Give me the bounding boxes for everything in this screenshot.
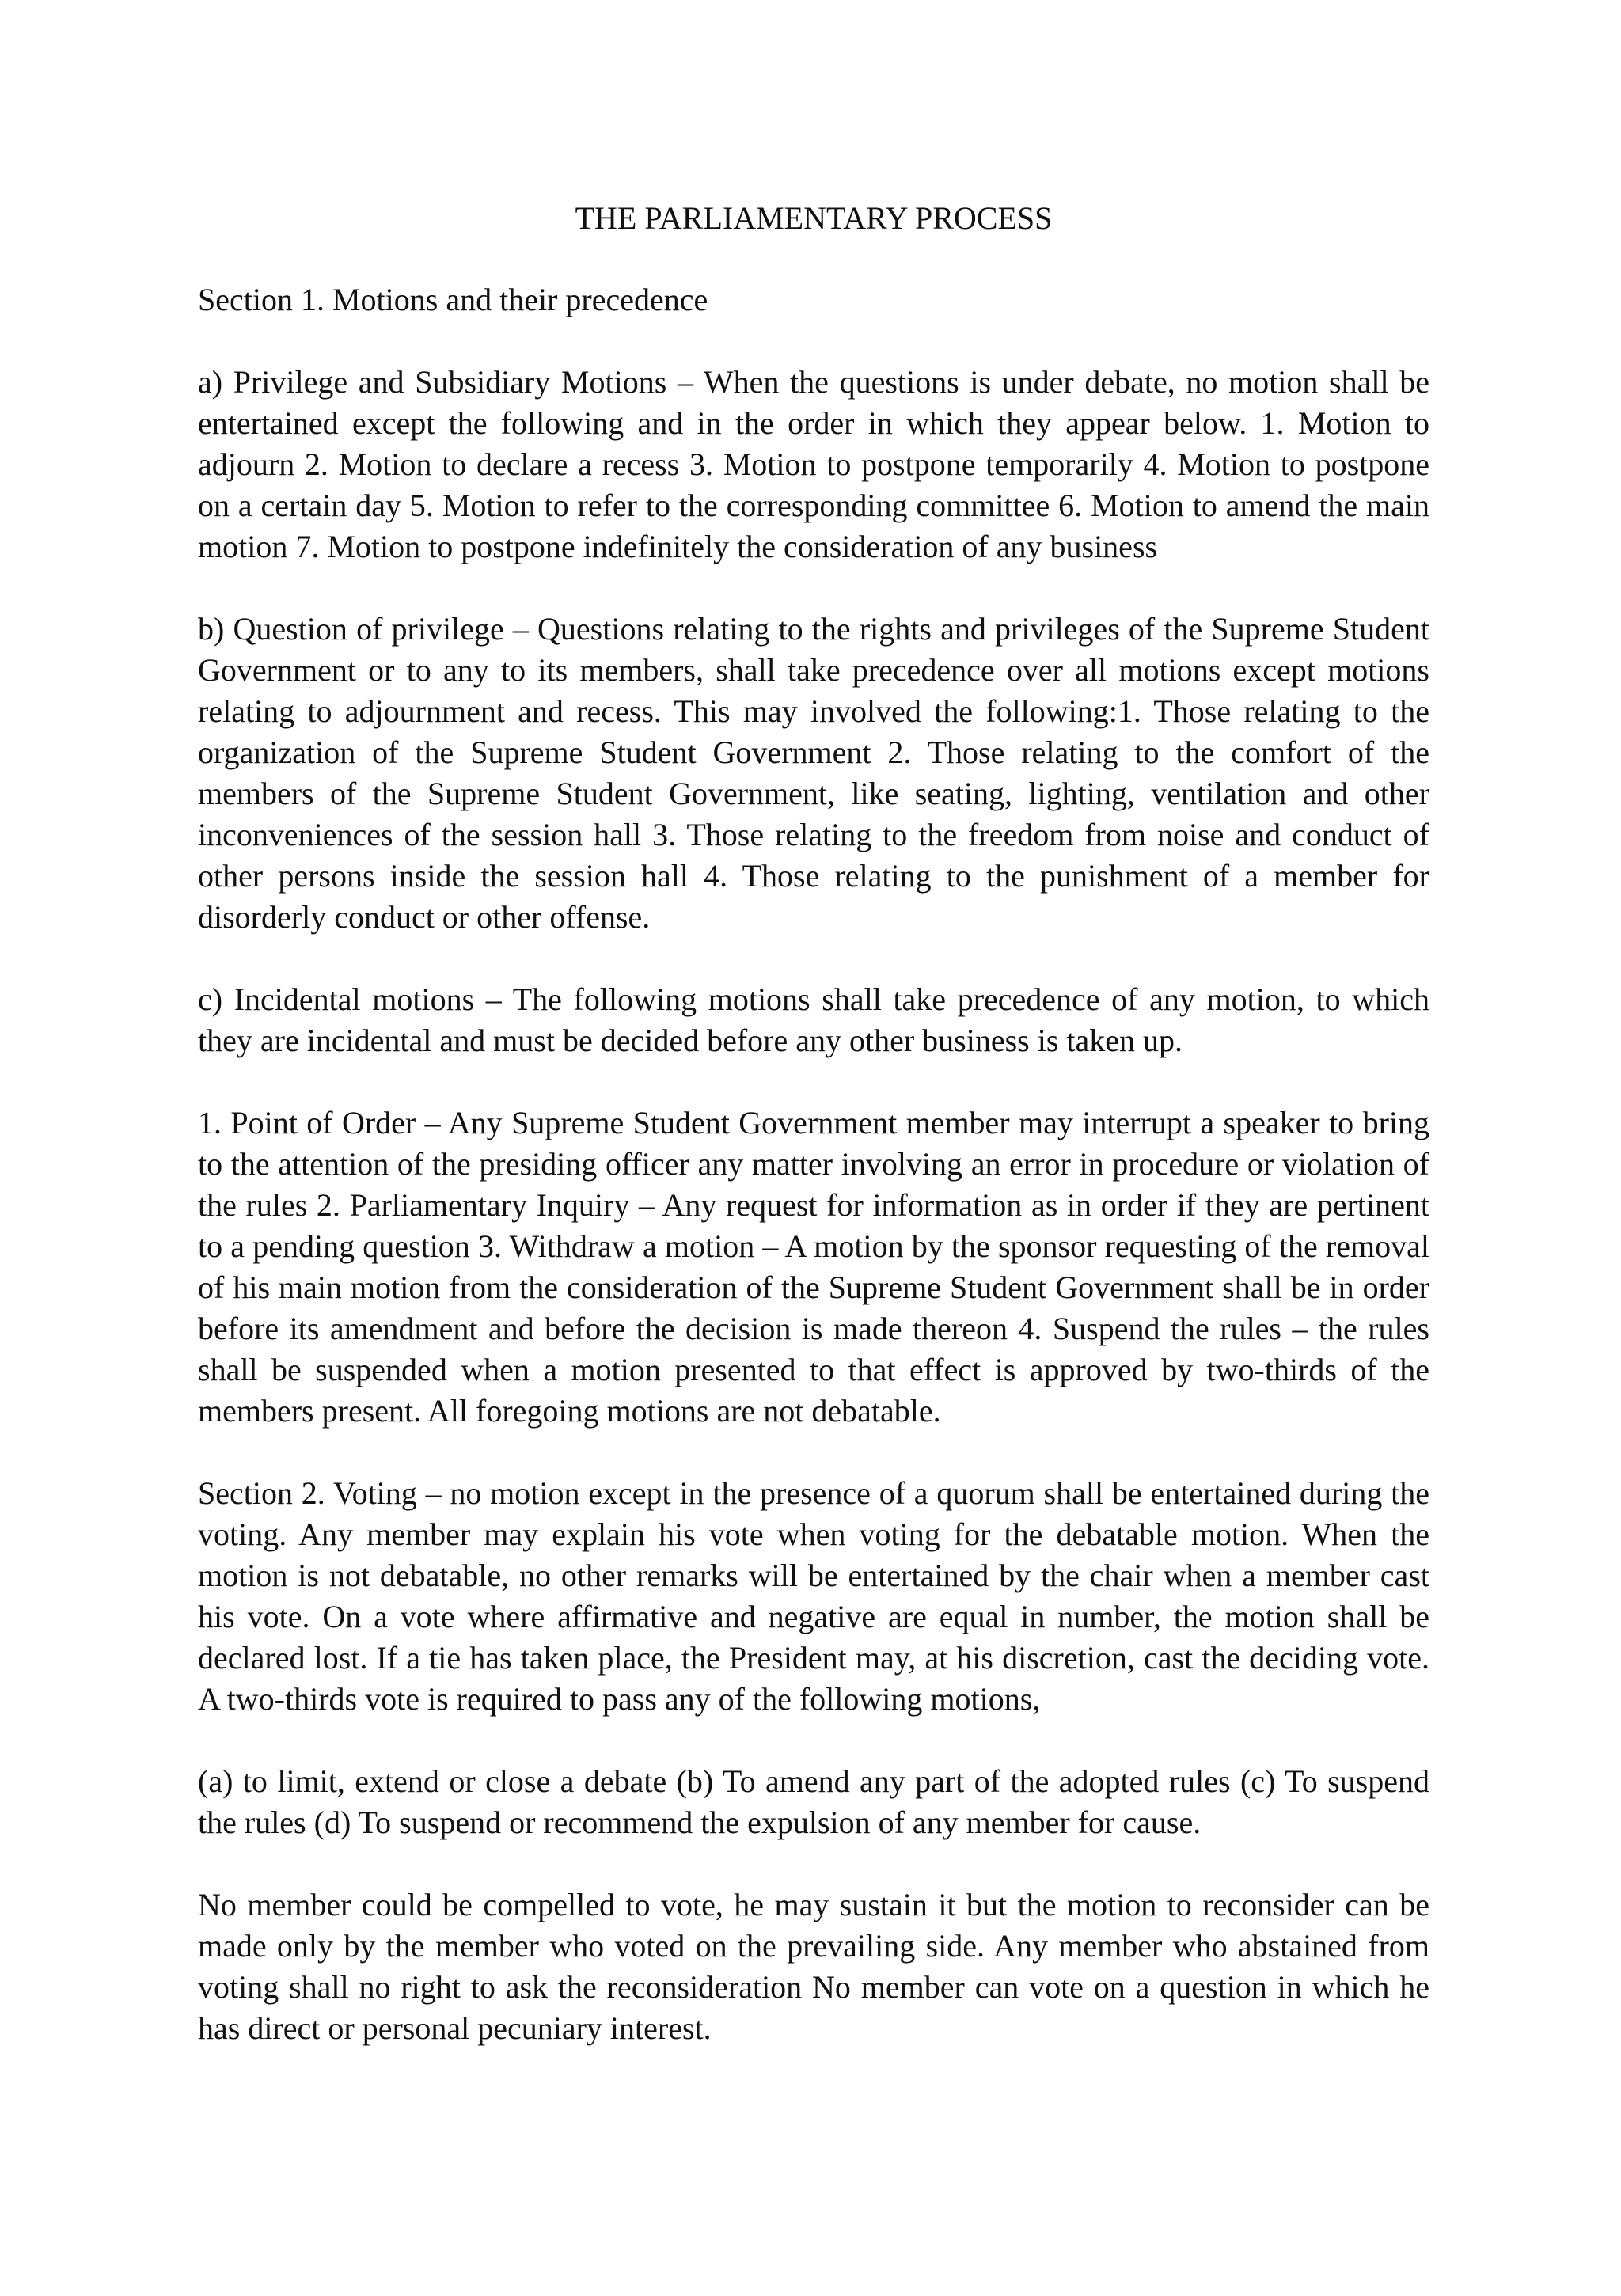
paragraph-incidental-motions: c) Incidental motions – The following motions shall take precedence of any motion, to which they are incidental and must be decided before any other business is taken up. [198, 981, 1429, 1058]
paragraph-reconsideration: No member could be compelled to vote, he may sustain it but the motion to reconsider can be made only by the member who voted on the prevailing side. Any member who abstained from voting shall no right to ask the reconsideration No member can vote on a question in which he has direct or personal pecuniary interest. [198, 1887, 1429, 2046]
section-1-heading: Section 1. Motions and their precedence [198, 282, 708, 317]
paragraph-section-2-voting: Section 2. Voting – no motion except in the presence of a quorum shall be entertained during the voting. Any member may explain his vote when voting for the debatable motion. When the motion is not debatable, no other remarks will be entertained by the chair when a member cast his vote. On a vote where affirmative and negative are equal in number, the motion shall be declared lost. If a tie has taken place, the President may, at his discretion, cast the deciding vote. A two-thirds vote is required to pass any of the following motions, [198, 1475, 1429, 1717]
paragraph-two-thirds-motions: (a) to limit, extend or close a debate (b) To amend any part of the adopted rules (c) To suspend the rules (d) To suspend or recommend the expulsion of any member for cause. [198, 1763, 1429, 1840]
document-page [198, 198, 1429, 2049]
document-title: THE PARLIAMENTARY PROCESS [575, 200, 1053, 236]
paragraph-incidental-motions-list: 1. Point of Order – Any Supreme Student Government member may interrupt a speaker to bring to the attention of the presiding officer any matter involving an error in procedure or violation of the rules 2. Parliamentary Inquiry – Any request for information as in order if they are pertinent to a pending question 3. Withdraw a motion – A motion by the sponsor requesting of the removal of his main motion from the consideration of the Supreme Student Government shall be in order before its amendment and before the decision is made thereon 4. Suspend the rules – the rules shall be suspended when a motion presented to that effect is approved by two-thirds of the members present. All foregoing motions are not debatable. [198, 1105, 1429, 1429]
paragraph-privilege-subsidiary-motions: a) Privilege and Subsidiary Motions – When the questions is under debate, no motion shall be entertained except the following and in the order in which they appear below. 1. Motion to adjourn 2. Motion to declare a recess 3. Motion to postpone temporarily 4. Motion to postpone on a certain day 5. Motion to refer to the corresponding committee 6. Motion to amend the main motion 7. Motion to postpone indefinitely the consideration of any business [198, 364, 1429, 564]
paragraph-question-of-privilege: b) Question of privilege – Questions relating to the rights and privileges of the Supreme Student Government or to any to its members, shall take precedence over all motions except motions relating to adjournment and recess. This may involved the following:1. Those relating to the organization of the Supreme Student Government 2. Those relating to the comfort of the members of the Supreme Student Government, like seating, lighting, ventilation and other inconveniences of the session hall 3. Those relating to the freedom from noise and conduct of other persons inside the session hall 4. Those relating to the punishment of a member for disorderly conduct or other offense. [198, 611, 1429, 935]
